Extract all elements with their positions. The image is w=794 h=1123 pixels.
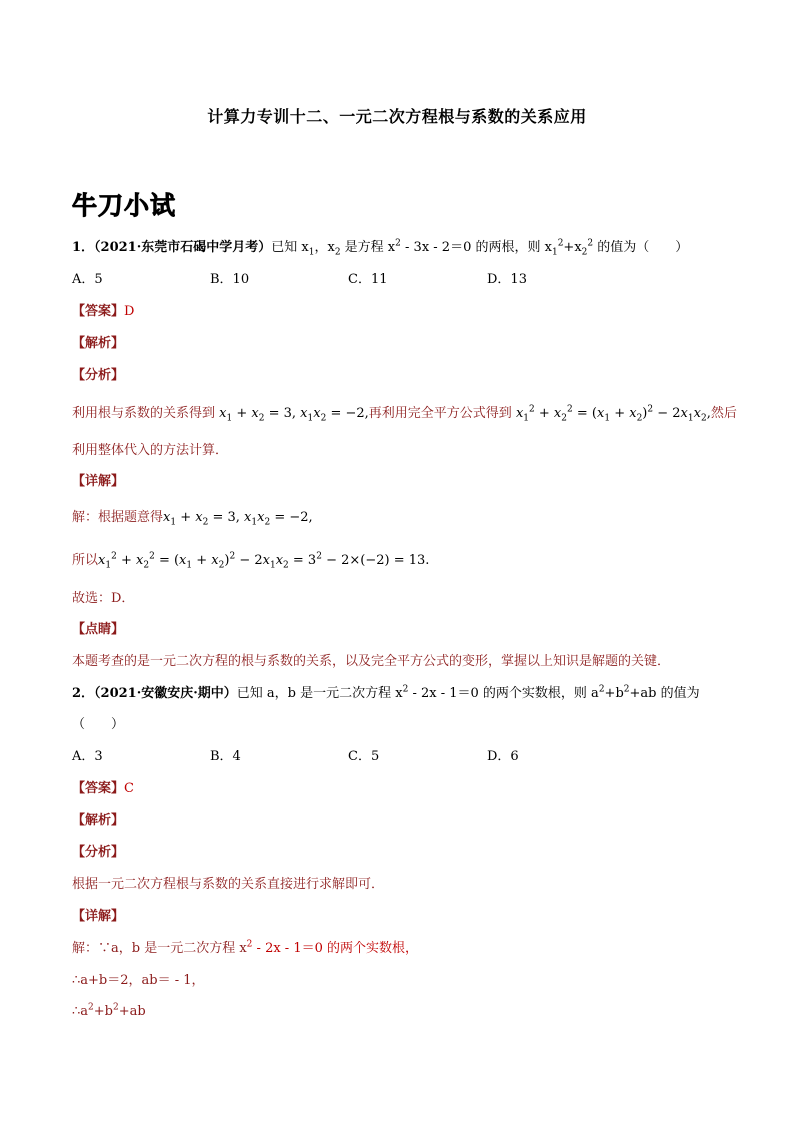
fenxi-text: 再利用完全平方公式得到 [368, 406, 512, 421]
formula-given: $x_1 + x_2 = 3$, $x_1x_2 = -2$, [163, 510, 313, 528]
q1-option-d: D．13 [487, 272, 527, 287]
detail-text: +b [93, 1004, 113, 1019]
detail-sup: 2 [112, 1002, 119, 1013]
detail-text: 解：根据题意得 [72, 510, 164, 525]
q2-answer-line [72, 779, 134, 799]
q2-sup: 2 [623, 684, 630, 695]
q1-answer: D [124, 304, 135, 319]
q1-analysis-tag [72, 334, 124, 354]
q1-stem-text: ，x [314, 240, 335, 255]
q1-detail-line2 [72, 551, 429, 571]
q1-stem-text: 已知 x [271, 240, 309, 255]
detail-sup: 2 [246, 939, 253, 950]
analysis-tag: 【解析】 [72, 813, 125, 828]
q1-stem [72, 238, 688, 258]
q1-answer-line [72, 302, 134, 322]
q1-sub: 2 [581, 247, 588, 258]
page-title: 计算力专训十二、一元二次方程根与系数的关系应用 [207, 107, 587, 126]
q2-detail-line2: ∴a+b＝2，ab＝ - 1， [72, 973, 205, 988]
q2-option-c: C．5 [348, 749, 380, 764]
fenxi-tag: 【分析】 [72, 845, 125, 860]
q1-detail-line3: 故选：D． [72, 591, 135, 606]
detail-text: - 2x - 1＝0 的两个实数根， [252, 941, 418, 956]
q2-stem-text: 已知 a，b 是一元二次方程 x [236, 686, 403, 701]
q2-detail-line3 [72, 1002, 146, 1022]
q2-stem-text: +ab 的值为 [629, 686, 700, 701]
detail-text: ∴a [72, 1004, 89, 1019]
q2-number: 2． [72, 686, 95, 701]
q1-source: （2021·东莞市石碣中学月考） [94, 240, 272, 255]
q1-detail-tag [72, 472, 124, 492]
q2-option-a: A．3 [72, 749, 103, 764]
detail-text: 所以 [72, 553, 99, 568]
q2-sup: 2 [402, 684, 409, 695]
q1-detail-line1 [72, 508, 313, 528]
q2-option-d: D．6 [487, 749, 519, 764]
fenxi-text: 然后 [710, 406, 737, 421]
detail-text: +ab [118, 1004, 146, 1019]
q1-sup: 2 [587, 238, 594, 249]
section-heading: 牛刀小试 [72, 191, 177, 220]
detail-text: 解：∵a，b 是一元二次方程 x [72, 941, 247, 956]
q2-stem-line2: （ ） [72, 717, 125, 732]
q1-sub: 2 [334, 247, 341, 258]
q2-detail-line1 [72, 939, 418, 959]
q1-option-c: C．11 [348, 272, 388, 287]
analysis-tag: 【解析】 [72, 336, 125, 351]
q2-fenxi-tag [72, 843, 124, 863]
detail-tag: 【详解】 [72, 474, 125, 489]
q2-analysis-tag [72, 811, 124, 831]
q2-option-b: B．4 [210, 749, 241, 764]
q1-sup: 2 [395, 238, 401, 249]
q1-number: 1． [72, 240, 95, 255]
q1-sub: 1 [551, 247, 558, 258]
q2-stem-text: - 2x - 1＝0 的两个实数根，则 a [408, 686, 599, 701]
detail-tag: 【详解】 [72, 909, 125, 924]
q2-source: （2021·安徽安庆·期中） [94, 686, 237, 701]
q1-option-a: A．5 [72, 272, 103, 287]
formula-square-identity: $x_1^2 + x_2^2 = (x_1 + x_2)^2 - 2x_1x_2$, [515, 404, 711, 424]
fenxi-tag: 【分析】 [72, 368, 125, 383]
q1-stem-text: - 3x - 2＝0 的两根，则 x [400, 240, 552, 255]
detail-sup: 2 [88, 1002, 94, 1013]
q1-dianjing-tag [72, 620, 124, 640]
q1-fenxi-line2: 利用整体代入的方法计算． [72, 443, 229, 458]
answer-tag: 【答案】 [72, 304, 125, 319]
q2-fenxi: 根据一元二次方程根与系数的关系直接进行求解即可． [72, 877, 385, 892]
q2-detail-tag [72, 907, 124, 927]
q1-sub: 1 [308, 247, 315, 258]
q2-stem [72, 684, 700, 704]
q1-stem-text: 的值为（ ） [593, 240, 689, 255]
q1-dianjing: 本题考查的是一元二次方程的根与系数的关系，以及完全平方公式的变形，掌握以上知识是解题的关键． [72, 654, 671, 669]
dianjing-tag: 【点睛】 [72, 622, 125, 637]
q1-stem-text: 是方程 x [340, 240, 396, 255]
q1-fenxi-tag [72, 366, 124, 386]
q2-stem-text: +b [604, 686, 624, 701]
q1-stem-text: +x [563, 240, 582, 255]
q1-fenxi-line1 [72, 404, 737, 424]
q1-sup: 2 [557, 238, 564, 249]
q2-answer: C [124, 781, 134, 796]
q1-option-b: B．10 [210, 272, 250, 287]
answer-tag: 【答案】 [72, 781, 125, 796]
fenxi-text: 利用根与系数的关系得到 [72, 406, 216, 421]
formula-result: $x_1^2 + x_2^2 = (x_1 + x_2)^2 - 2x_1x_2 = 3^2 - 2\times(-2) = 13$. [98, 551, 430, 571]
formula-sum-product: $x_1 + x_2 = 3$, $x_1x_2 = -2$, [219, 406, 369, 424]
q2-sup: 2 [598, 684, 605, 695]
